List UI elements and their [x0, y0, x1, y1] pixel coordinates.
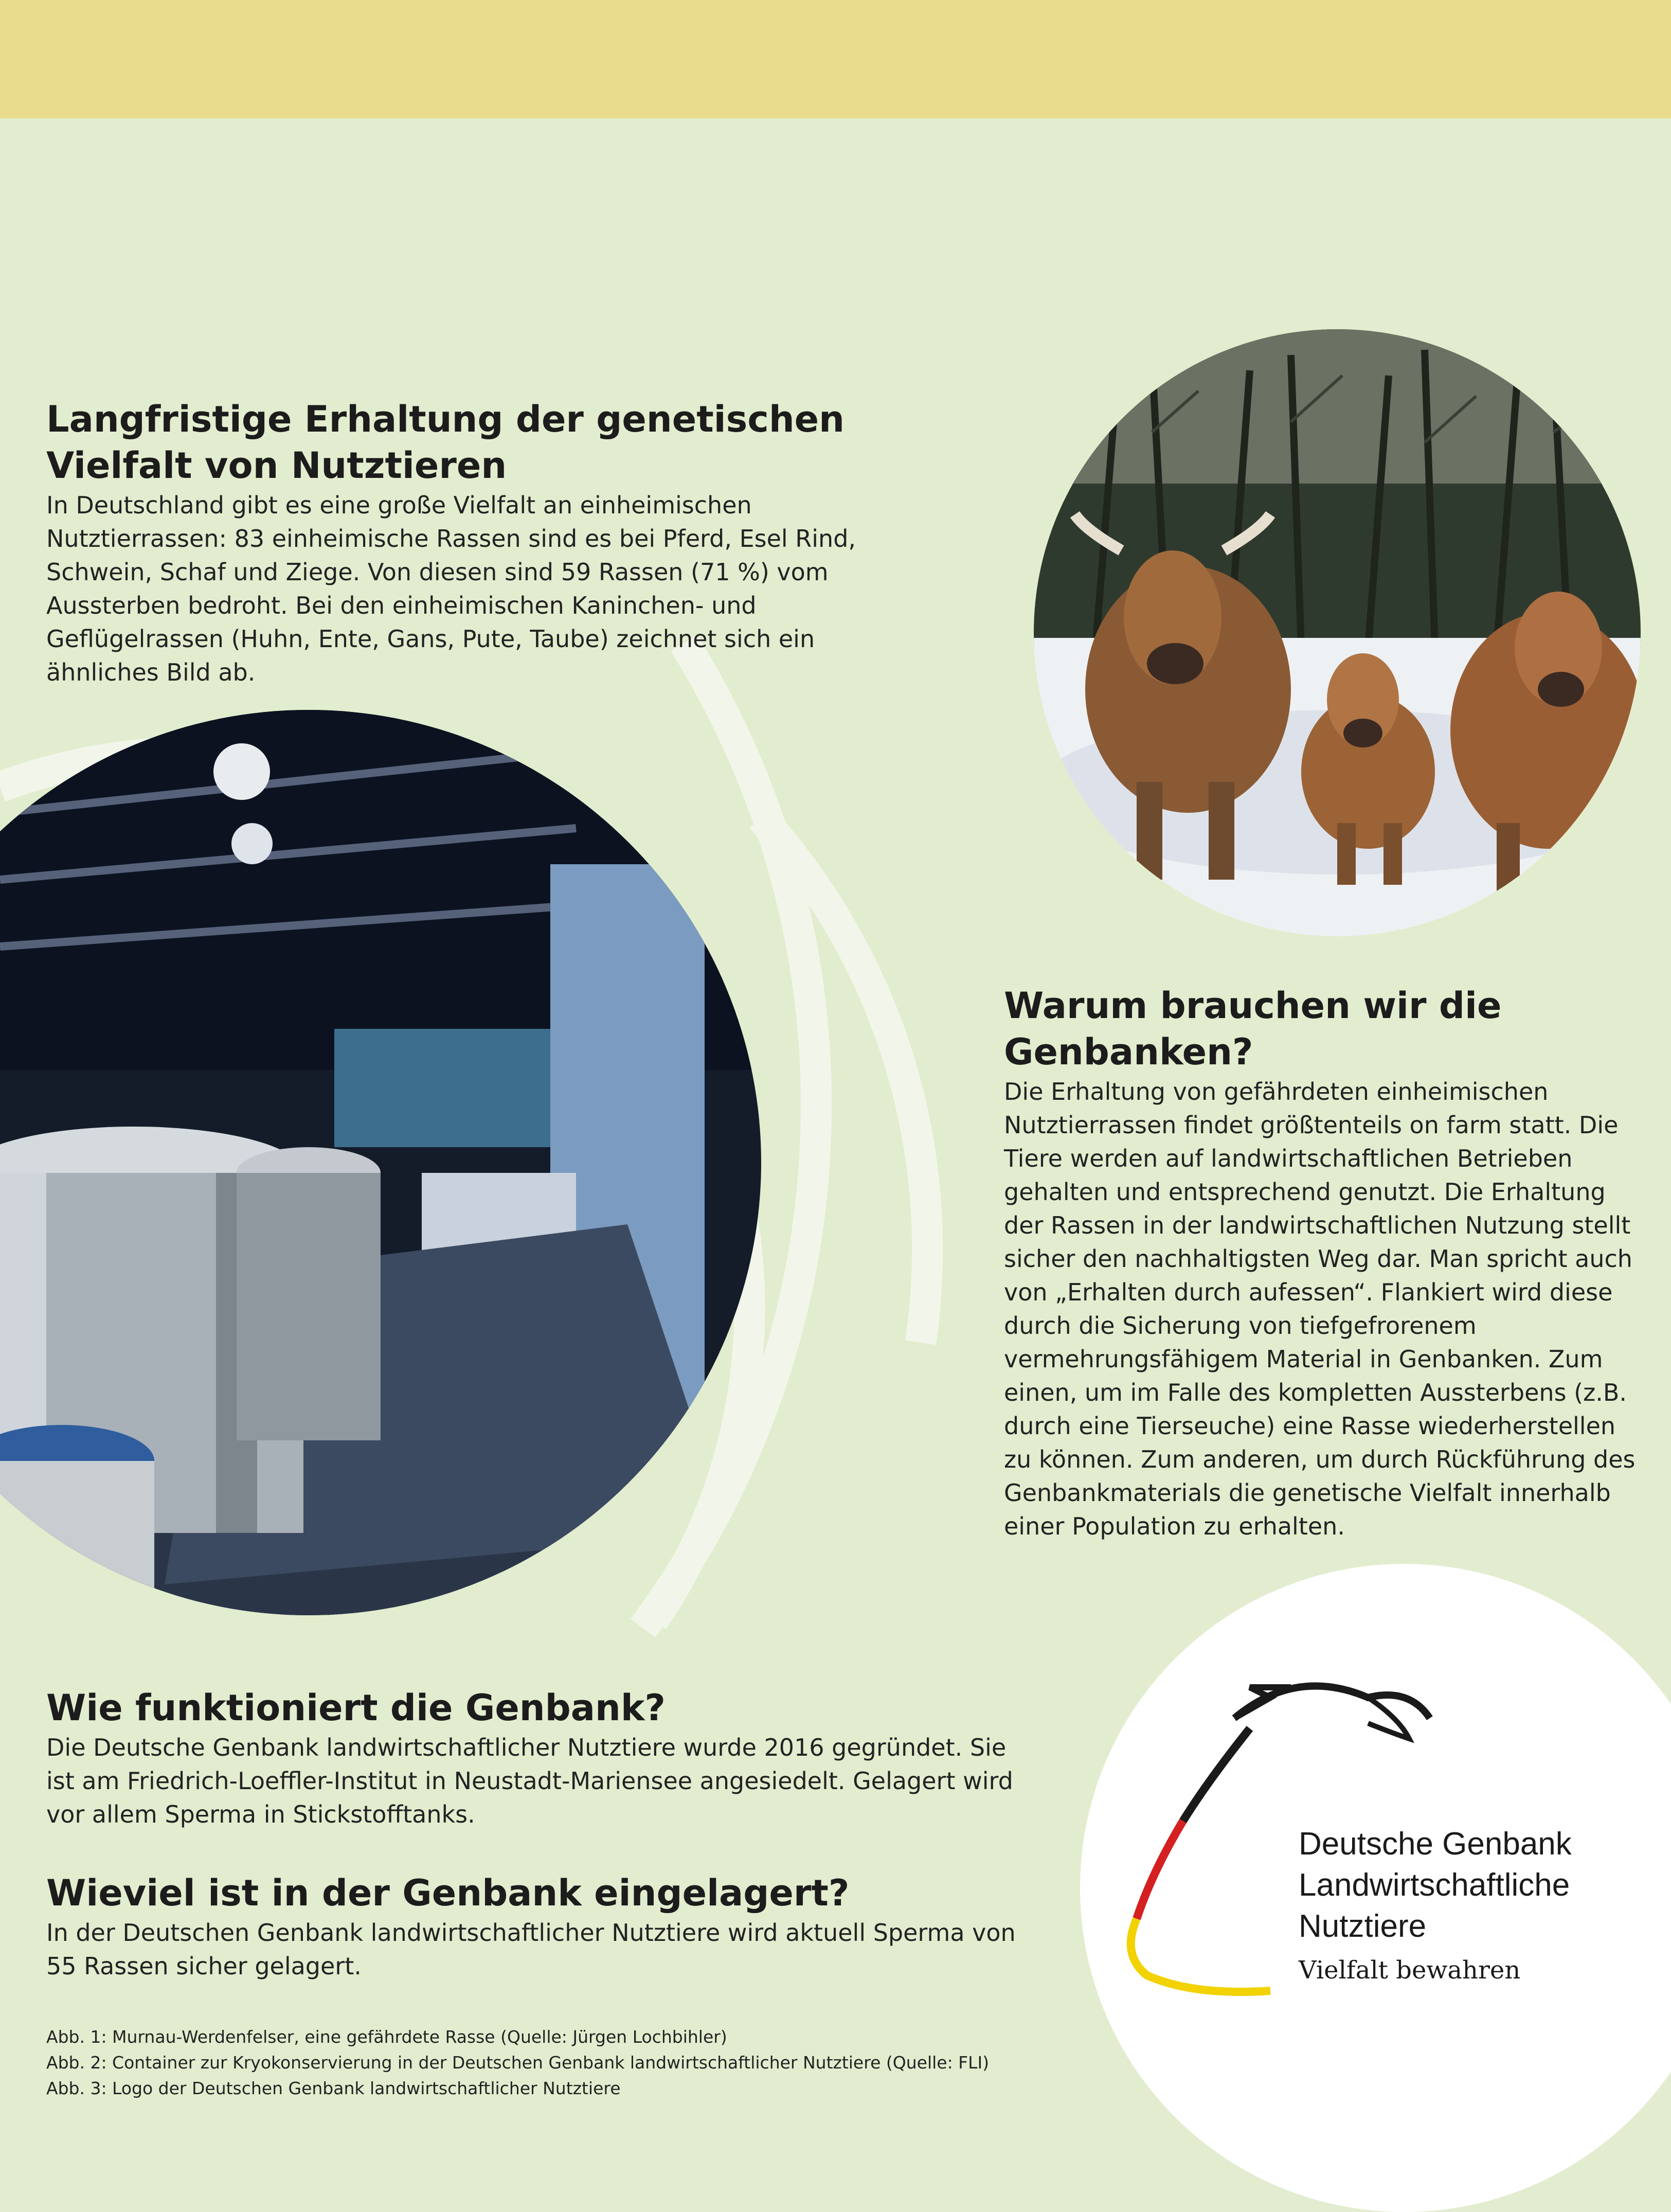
caption-fig3: Abb. 3: Logo der Deutschen Genbank landwirtschaftlicher Nutztiere [46, 2078, 621, 2098]
caption-fig2: Abb. 2: Container zur Kryokonservierung in der Deutschen Genbank landwirtschaftlicher Nutztiere (Quelle: FLI) [46, 2053, 990, 2073]
section-body: In Deutschland gibt es eine große Vielfalt an einheimischen Nutztierrassen: 83 einheimische Rassen sind es bei Pferd, Esel Rind, Schwein, Schaf und Ziege. Von diesen sind 59 Rassen (71 %) vom Aussterben bedroht. Bei den einheimischen Kaninchen- und Geflügelrassen (Huhn, Ente, Gans, Pute, Taube) zeichnet sich ein ähnliches Bild ab. [46, 491, 856, 686]
section-body: In der Deutschen Genbank landwirtschaftlicher Nutztiere wird aktuell Sperma von 55 Rassen sicher gelagert. [46, 1919, 1016, 1980]
section-title: Langfristige Erhaltung der genetischen Vielfalt von Nutztieren [46, 398, 845, 487]
logo-line-1: Deutsche Genbank [1299, 1826, 1572, 1862]
section-stored-amount [46, 1870, 1023, 1983]
caption-fig1: Abb. 1: Murnau-Werdenfelser, eine gefährdete Rasse (Quelle: Jürgen Lochbihler) [46, 2027, 727, 2047]
section-body: Die Deutsche Genbank landwirtschaftlicher Nutztiere wurde 2016 gegründet. Sie ist am Friedrich-Loeffler-Institut in Neustadt-Mariensee angesiedelt. Gelagert wird vor allem Sperma in Stickstofftanks. [46, 1734, 1013, 1828]
section-why-genebanks [1004, 983, 1642, 1543]
logo-line-2: Landwirtschaftliche [1299, 1867, 1570, 1903]
figure-captions [46, 2024, 1075, 2101]
cattle-photo [1034, 329, 1641, 936]
section-body: Die Erhaltung von gefährdeten einheimischen Nutztierrassen findet größtenteils on farm statt. Die Tiere werden auf landwirtschaftlichen Betrieben gehalten und entsprechend genutzt. Die Erhaltung der Rassen in der landwirtschaftlichen Nutzung stellt sicher den nachhaltigsten Weg dar. Man spricht auch von „Erhalten durch aufessen“. Flankiert wird diese durch die Sicherung von tiefgefrorenem vermehrungsfähigem Material in Genbanken. Zum einen, um im Falle des kompletten Aussterbens (z.B. durch eine Tierseuche) eine Rasse wiederherstellen zu können. Zum anderen, um durch Rückführung des Genbankmaterials die genetische Vielfalt innerhalb einer Population zu erhalten. [1004, 1078, 1636, 1540]
section-genetic-diversity [46, 396, 921, 689]
logo-tagline: Vielfalt bewahren [1299, 1956, 1521, 1985]
logo-line-3: Nutztiere [1299, 1908, 1427, 1944]
section-title: Wieviel ist in der Genbank eingelagert? [46, 1872, 850, 1914]
section-title: Warum brauchen wir die Genbanken? [1004, 985, 1502, 1073]
logo-text [1299, 1824, 1572, 1988]
section-title: Wie funktioniert die Genbank? [46, 1687, 666, 1729]
section-how-genebank-works [46, 1685, 1023, 1831]
